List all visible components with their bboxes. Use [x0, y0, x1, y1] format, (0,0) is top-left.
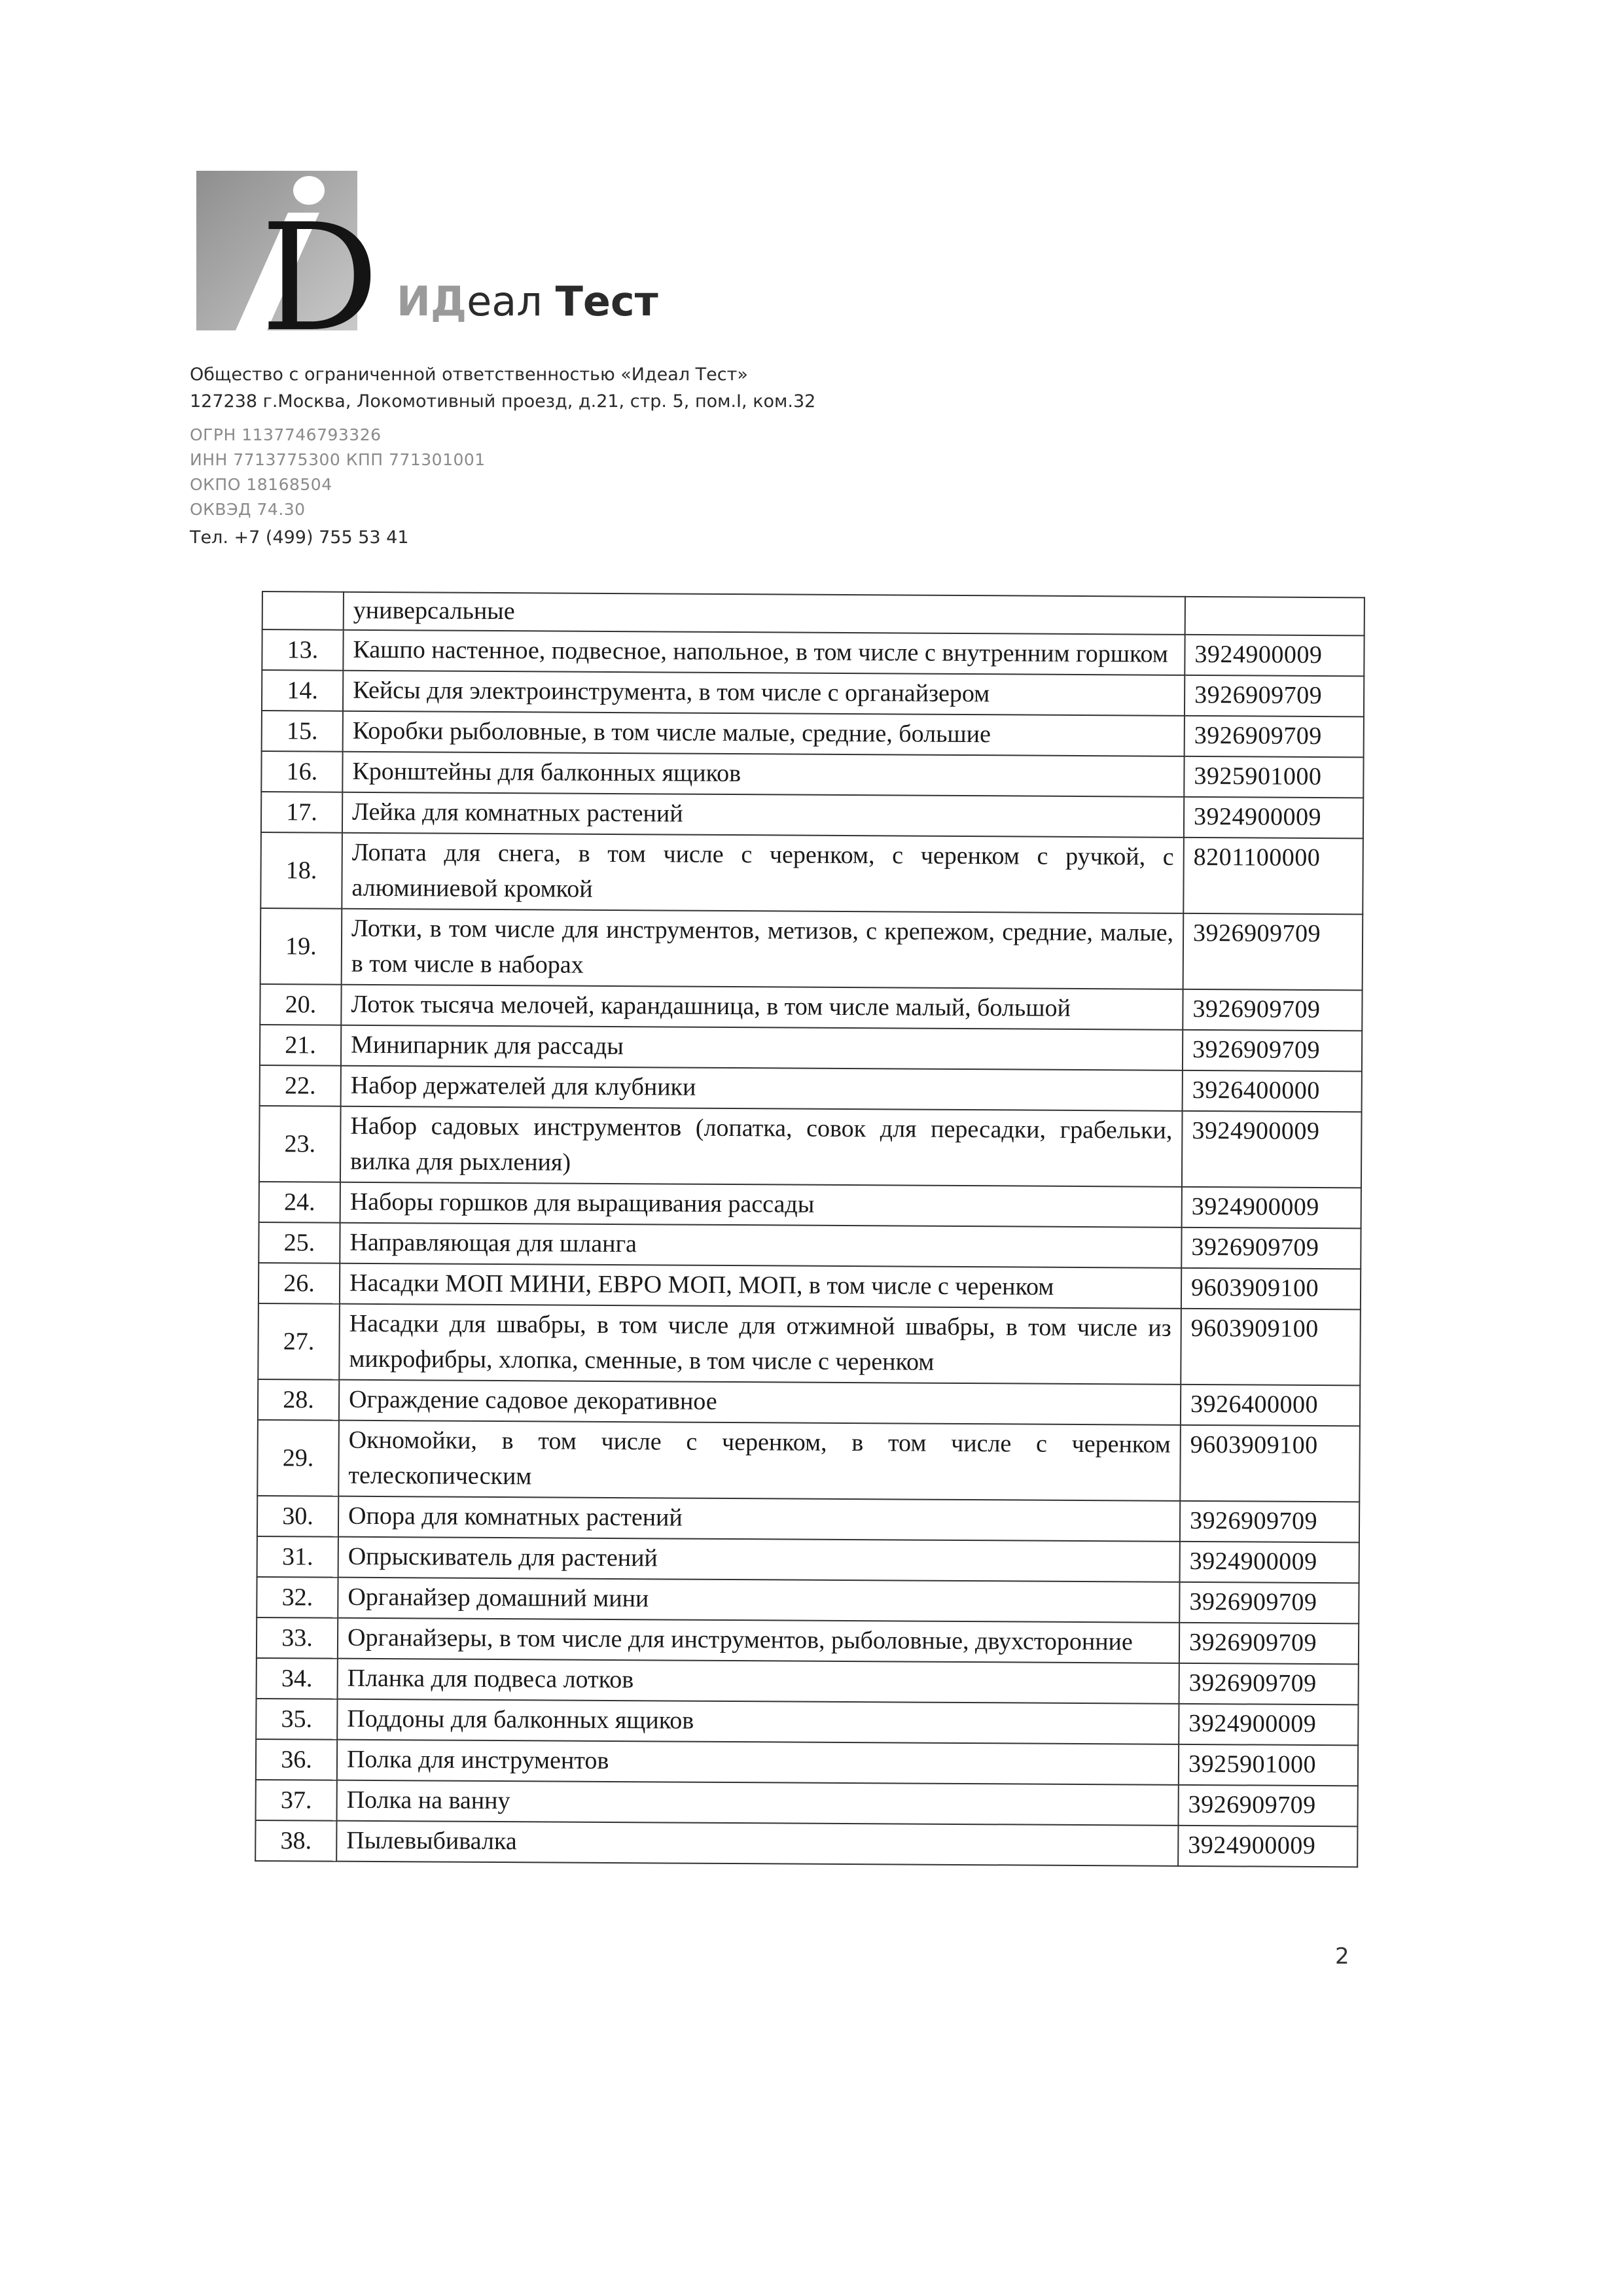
table-row: [262, 711, 1364, 757]
company-name: Общество с ограниченной ответственностью «Идеал Тест»: [190, 364, 748, 385]
row-number: 16.: [261, 751, 342, 792]
product-name: Набор садовых инструментов (лопатка, совок для пересадки, грабельки, вилка для рыхления): [340, 1106, 1183, 1187]
table-row: [256, 1739, 1358, 1786]
company-address: 127238 г.Москва, Локомотивный проезд, д.21, стр. 5, пом.I, ком.32: [190, 391, 816, 412]
table-row: [255, 1820, 1357, 1867]
table-row: [260, 908, 1363, 990]
company-info: [190, 361, 815, 415]
tnved-code: 3926909709: [1180, 1501, 1359, 1543]
tnved-code: 3926909709: [1181, 1227, 1361, 1269]
row-number: 26.: [259, 1263, 340, 1304]
product-name: Органайзеры, в том числе для инструментов, рыболовные, двухсторонние: [338, 1618, 1179, 1663]
row-number: 18.: [260, 832, 342, 909]
page-number: 2: [1335, 1943, 1349, 1969]
table-row: [261, 792, 1363, 838]
table-row: [258, 1303, 1361, 1385]
table-row: [262, 629, 1364, 676]
table-row: [260, 984, 1362, 1031]
product-name: Опрыскиватель для растений: [338, 1537, 1180, 1582]
tnved-code: 3926909709: [1183, 913, 1363, 991]
product-name: Опора для комнатных растений: [338, 1496, 1180, 1542]
row-number: 25.: [259, 1222, 340, 1263]
product-name: Полка для инструментов: [337, 1740, 1179, 1785]
table-row: [259, 1222, 1361, 1269]
brand-suffix: Тест: [555, 277, 658, 325]
row-number: 17.: [261, 792, 342, 833]
table-row: [257, 1658, 1359, 1704]
tnved-code: 3926909709: [1185, 675, 1364, 717]
row-number: 35.: [256, 1699, 337, 1740]
table-row: [259, 1106, 1362, 1188]
row-number: 28.: [258, 1379, 339, 1421]
product-name: Лотки, в том числе для инструментов, метизов, с крепежом, средние, малые, в том числе в наборах: [342, 909, 1184, 989]
product-name: Поддоны для балконных ящиков: [337, 1699, 1179, 1744]
product-name: Планка для подвеса лотков: [338, 1659, 1179, 1704]
row-number: 24.: [259, 1182, 340, 1223]
product-name: Набор держателей для клубники: [341, 1066, 1183, 1111]
product-name: Окномойки, в том числе с черенком, в том числе с черенком телескопическим: [338, 1421, 1181, 1501]
table-row: [258, 1379, 1360, 1426]
product-name: Ограждение садовое декоративное: [339, 1380, 1181, 1425]
tnved-code: 3926909709: [1183, 989, 1362, 1031]
product-name: Кронштейны для балконных ящиков: [342, 752, 1184, 797]
table-row: [261, 751, 1363, 798]
product-name: Насадки МОП МИНИ, ЕВРО МОП, МОП, в том числе с черенком: [340, 1263, 1181, 1309]
table-row: [257, 1577, 1359, 1623]
registration-info: [190, 423, 486, 522]
brand-name: [397, 277, 658, 325]
table-row: [256, 1699, 1358, 1745]
table-row: [257, 1420, 1360, 1502]
tnved-code: 3924900009: [1185, 635, 1364, 677]
table-row: [257, 1496, 1359, 1542]
product-name: Направляющая для шланга: [340, 1223, 1181, 1268]
table-row: [262, 592, 1364, 635]
brand-prefix: ИД: [397, 277, 467, 325]
okved: ОКВЭД 74.30: [190, 500, 306, 519]
row-number: 37.: [256, 1780, 337, 1821]
row-number: 21.: [260, 1025, 341, 1066]
table-row: [260, 1025, 1362, 1071]
product-name: Органайзер домашний мини: [338, 1578, 1179, 1623]
tnved-code: 3926909709: [1179, 1582, 1359, 1624]
tnved-code: 3926909709: [1183, 1030, 1362, 1072]
tnved-code: 3926909709: [1185, 716, 1364, 758]
row-number: 36.: [256, 1739, 337, 1780]
table-row: [257, 1617, 1359, 1664]
brand-mid: еал: [467, 277, 556, 325]
tnved-code: 3924900009: [1180, 1542, 1359, 1583]
tnved-code: 3924900009: [1178, 1826, 1357, 1867]
row-number: 33.: [257, 1617, 338, 1659]
product-name: Лейка для комнатных растений: [342, 792, 1184, 838]
row-number: 20.: [260, 984, 341, 1025]
tnved-code: 3926400000: [1183, 1070, 1362, 1112]
row-number: 31.: [257, 1536, 338, 1578]
row-number: 13.: [262, 629, 343, 671]
row-number: 34.: [257, 1658, 338, 1699]
company-phone: Тел. +7 (499) 755 53 41: [190, 527, 409, 548]
tnved-code: 9603909100: [1181, 1309, 1361, 1386]
table-row: [260, 1065, 1362, 1112]
inn-kpp: ИНН 7713775300 КПП 771301001: [190, 450, 486, 469]
tnved-code: 3925901000: [1179, 1744, 1358, 1786]
table-row: [259, 1263, 1361, 1309]
product-name: Насадки для швабры, в том числе для отжимной швабры, в том числе из микрофибры, хлопка, сменные, в том числе с черенком: [339, 1304, 1181, 1385]
tnved-code: 3924900009: [1182, 1111, 1362, 1188]
tnved-code: [1185, 597, 1364, 636]
row-number: 27.: [258, 1303, 340, 1380]
row-number: 30.: [257, 1496, 338, 1537]
table-row: [256, 1780, 1358, 1826]
product-table-body: [255, 592, 1364, 1867]
row-number: [262, 592, 344, 630]
tnved-code: 9603909100: [1181, 1268, 1361, 1310]
tnved-code: 3924900009: [1179, 1704, 1358, 1746]
product-name: Кашпо настенное, подвесное, напольное, в том числе с внутренним горшком: [343, 630, 1185, 675]
okpo: ОКПО 18168504: [190, 475, 332, 494]
product-name: Лопата для снега, в том числе с черенком, с черенком с ручкой, с алюминиевой кромкой: [342, 833, 1184, 913]
product-name: Наборы горшков для выращивания рассады: [340, 1182, 1182, 1227]
tnved-code: 3926909709: [1179, 1663, 1359, 1705]
product-table: [255, 591, 1365, 1867]
row-number: 29.: [257, 1420, 339, 1496]
table-row: [257, 1536, 1359, 1583]
svg-text:D: D: [260, 192, 380, 344]
tnved-code: 3926400000: [1181, 1385, 1360, 1426]
table-row: [260, 832, 1363, 914]
tnved-code: 3926909709: [1178, 1785, 1357, 1827]
tnved-code: 3924900009: [1182, 1187, 1361, 1229]
row-number: 19.: [260, 908, 342, 985]
product-name: Пылевыбивалка: [336, 1821, 1178, 1866]
row-number: 38.: [255, 1820, 336, 1862]
row-number: 32.: [257, 1577, 338, 1618]
tnved-code: 3925901000: [1184, 756, 1363, 798]
tnved-code: 8201100000: [1183, 838, 1363, 915]
tnved-code: 3924900009: [1184, 797, 1363, 839]
product-name: Кейсы для электроинструмента, в том числе с органайзером: [343, 671, 1185, 716]
row-number: 15.: [262, 711, 343, 752]
tnved-code: 9603909100: [1180, 1425, 1360, 1502]
tnved-code: 3926909709: [1179, 1623, 1359, 1665]
product-name: Лоток тысяча мелочей, карандашница, в том числе малый, большой: [341, 985, 1183, 1030]
product-name: Минипарник для рассады: [341, 1025, 1183, 1070]
product-name: Коробки рыболовные, в том числе малые, средние, большие: [343, 711, 1185, 756]
product-name: Полка на ванну: [337, 1780, 1179, 1826]
row-number: 14.: [262, 670, 343, 711]
table-row: [262, 670, 1364, 716]
table-row: [259, 1182, 1361, 1228]
row-number: 23.: [259, 1106, 341, 1182]
product-name: универсальные: [344, 592, 1185, 635]
row-number: 22.: [260, 1065, 341, 1106]
ogrn: ОГРН 1137746793326: [190, 425, 382, 444]
